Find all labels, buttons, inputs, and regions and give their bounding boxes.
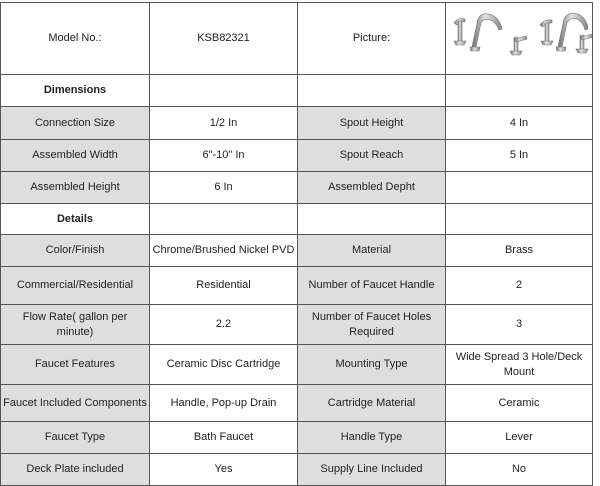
spec-table xyxy=(0,2,593,486)
row-value: Chrome/Brushed Nickel PVD xyxy=(150,235,298,267)
row-value: Brass xyxy=(446,235,593,267)
row-label: Handle Type xyxy=(298,422,446,454)
row-label: Number of Faucet Holes Required xyxy=(298,305,446,345)
row-value: No xyxy=(446,454,593,486)
row-label: Faucet Features xyxy=(1,345,150,385)
row-label: Material xyxy=(298,235,446,267)
model-label: Model No.: xyxy=(1,3,150,75)
row-value: 3 xyxy=(446,305,593,345)
table-row xyxy=(1,140,593,172)
table-row xyxy=(1,385,593,422)
table-row xyxy=(1,235,593,267)
row-label: Number of Faucet Handle xyxy=(298,267,446,305)
row-value: Ceramic Disc Cartridge xyxy=(150,345,298,385)
section-row-dimensions xyxy=(1,75,593,107)
row-label: Assembled Width xyxy=(1,140,150,172)
row-label: Connection Size xyxy=(1,107,150,140)
row-value: Yes xyxy=(150,454,298,486)
row-value: Handle, Pop-up Drain xyxy=(150,385,298,422)
section-title-dimensions: Dimensions xyxy=(1,75,150,107)
row-label: Assembled Height xyxy=(1,172,150,204)
row-value: 4 In xyxy=(446,107,593,140)
faucet-set-left xyxy=(454,14,527,55)
row-value: Wide Spread 3 Hole/Deck Mount xyxy=(446,345,593,385)
row-value: 6"-10" In xyxy=(150,140,298,172)
section-row-details xyxy=(1,204,593,235)
row-label: Cartridge Material xyxy=(298,385,446,422)
faucet-set-right xyxy=(540,13,593,53)
picture-label: Picture: xyxy=(298,3,446,75)
row-label: Deck Plate included xyxy=(1,454,150,486)
row-label: Mounting Type xyxy=(298,345,446,385)
row-value: 5 In xyxy=(446,140,593,172)
table-row xyxy=(1,345,593,385)
row-label: Flow Rate( gallon per minute) xyxy=(1,305,150,345)
table-row xyxy=(1,422,593,454)
model-value: KSB82321 xyxy=(150,3,298,75)
row-value: Residential xyxy=(150,267,298,305)
faucet-image xyxy=(448,3,593,69)
table-row xyxy=(1,305,593,345)
row-label: Faucet Type xyxy=(1,422,150,454)
row-label: Commercial/Residential xyxy=(1,267,150,305)
row-value: 2.2 xyxy=(150,305,298,345)
row-label: Spout Reach xyxy=(298,140,446,172)
row-label: Color/Finish xyxy=(1,235,150,267)
table-row xyxy=(1,107,593,140)
row-label: Spout Height xyxy=(298,107,446,140)
row-value: 6 In xyxy=(150,172,298,204)
row-value: 1/2 In xyxy=(150,107,298,140)
product-picture xyxy=(446,3,593,75)
row-label: Supply Line Included xyxy=(298,454,446,486)
row-value: 2 xyxy=(446,267,593,305)
row-value xyxy=(446,172,593,204)
header-row xyxy=(1,3,593,75)
row-value: Bath Faucet xyxy=(150,422,298,454)
row-label: Faucet Included Components xyxy=(1,385,150,422)
row-value: Lever xyxy=(446,422,593,454)
section-title-details: Details xyxy=(1,204,150,235)
row-value: Ceramic xyxy=(446,385,593,422)
row-label: Assembled Depht xyxy=(298,172,446,204)
table-row xyxy=(1,172,593,204)
table-row xyxy=(1,454,593,486)
table-row xyxy=(1,267,593,305)
